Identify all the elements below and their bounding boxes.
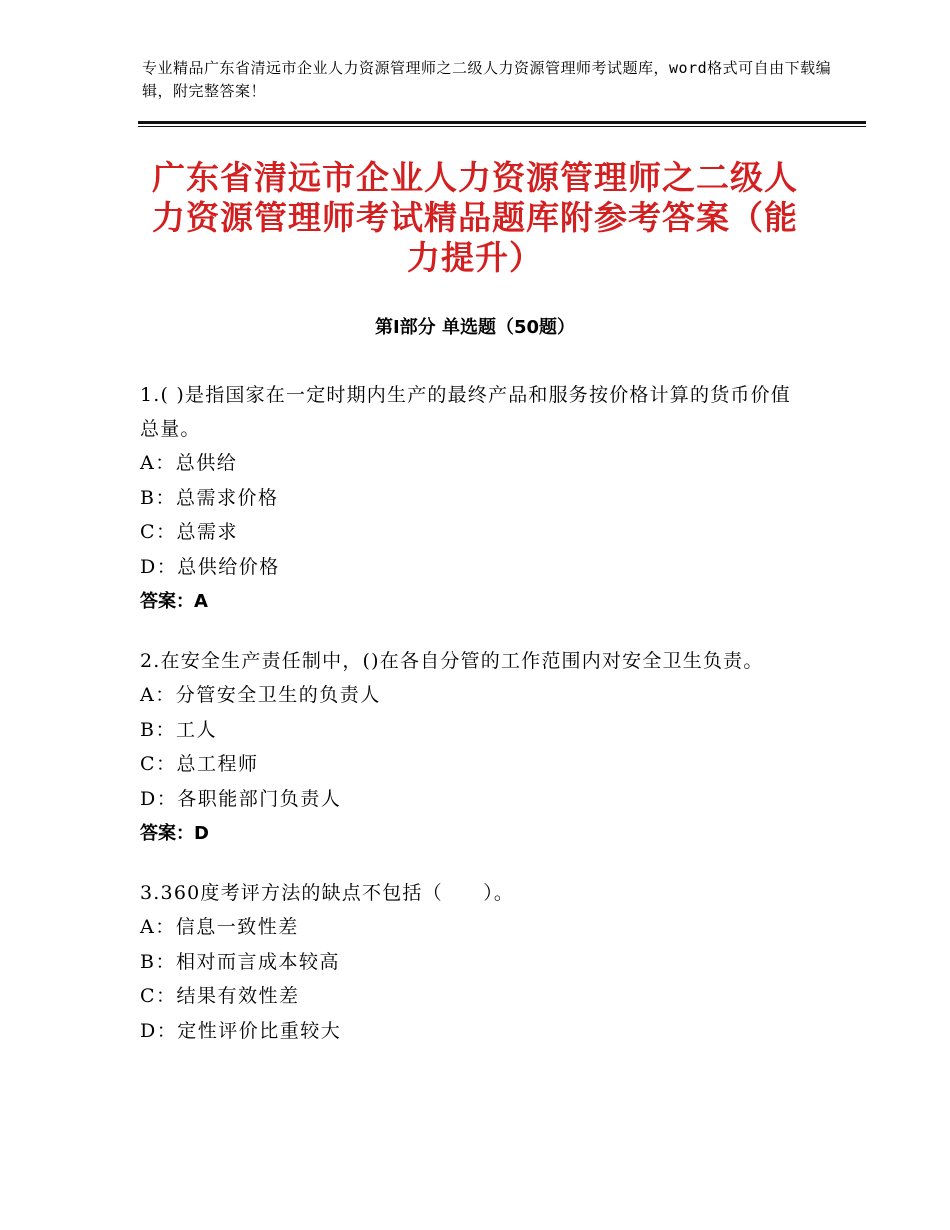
option-d: D：各职能部门负责人 [140,787,342,810]
option-d: D：定性评价比重较大 [140,1019,342,1042]
answer: 答案：D [140,823,209,844]
question-stem: 1.( )是指国家在一定时期内生产的最终产品和服务按价格计算的货币价值总量。 [140,384,791,440]
option-c: C：结果有效性差 [140,985,300,1007]
question-2 [140,644,805,852]
option-b: B：工人 [140,718,217,741]
header-note: 专业精品广东省清远市企业人力资源管理师之二级人力资源管理师考试题库，word格式可自由下载编辑，附完整答案！ [142,59,832,100]
option-a: A：信息一致性差 [140,916,299,938]
question-stem: 3.360度考评方法的缺点不包括（ ）。 [140,882,515,904]
option-a: A：分管安全卫生的负责人 [140,684,381,706]
option-c: C：总需求 [140,521,239,543]
question-list [140,378,805,1072]
option-c: C：总工程师 [140,753,259,775]
question-1 [140,378,805,620]
header-rule-thin [138,126,866,127]
question-3 [140,876,805,1048]
option-a: A：总供给 [140,452,238,474]
header-rule-thick [138,121,866,124]
option-d: D：总供给价格 [140,555,280,578]
option-b: B：总需求价格 [140,486,279,509]
answer: 答案：A [140,591,208,612]
question-stem: 2.在安全生产责任制中，()在各自分管的工作范围内对安全卫生负责。 [140,650,764,672]
document-title: 广东省清远市企业人力资源管理师之二级人力资源管理师考试精品题库附参考答案（能力提升） [152,158,798,277]
option-b: B：相对而言成本较高 [140,950,340,973]
section-title: 第Ⅰ部分 单选题（50题） [374,317,575,338]
